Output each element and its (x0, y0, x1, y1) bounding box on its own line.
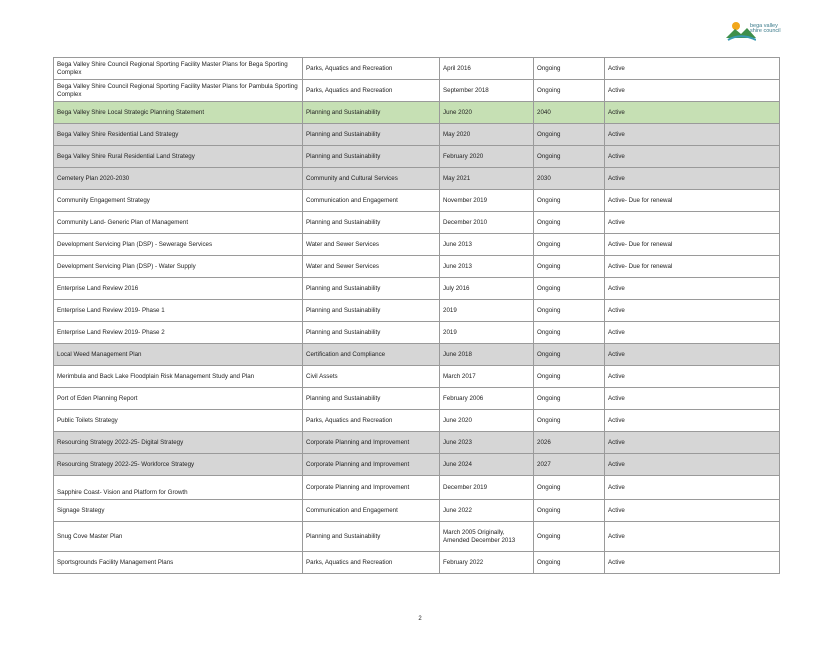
review-date-cell: Ongoing (534, 344, 605, 366)
adopted-date-cell: June 2022 (440, 500, 534, 522)
status-cell: Active- Due for renewal (605, 190, 780, 212)
plan-name-cell: Development Servicing Plan (DSP) - Sewerage Services (54, 234, 303, 256)
review-date-cell: Ongoing (534, 256, 605, 278)
table-row (54, 300, 780, 322)
plan-name-cell: Port of Eden Planning Report (54, 388, 303, 410)
adopted-date-cell: June 2013 (440, 234, 534, 256)
table-row (54, 344, 780, 366)
table-row (54, 80, 780, 102)
status-cell: Active (605, 80, 780, 102)
status-cell: Active (605, 322, 780, 344)
responsible-area-cell: Water and Sewer Services (303, 234, 440, 256)
review-date-cell: Ongoing (534, 212, 605, 234)
review-date-cell: Ongoing (534, 190, 605, 212)
responsible-area-cell: Parks, Aquatics and Recreation (303, 410, 440, 432)
status-cell: Active (605, 454, 780, 476)
plan-name-cell: Local Weed Management Plan (54, 344, 303, 366)
adopted-date-cell: April 2016 (440, 58, 534, 80)
status-cell: Active (605, 124, 780, 146)
plan-name-cell: Sportsgrounds Facility Management Plans (54, 552, 303, 574)
responsible-area-cell: Community and Cultural Services (303, 168, 440, 190)
adopted-date-cell: March 2005 Originally, Amended December 2013 (440, 522, 534, 552)
status-cell: Active (605, 476, 780, 500)
adopted-date-cell: June 2023 (440, 432, 534, 454)
plan-name-cell: Bega Valley Shire Council Regional Sporting Facility Master Plans for Pambula Sporting Complex (54, 80, 303, 102)
responsible-area-cell: Planning and Sustainability (303, 278, 440, 300)
adopted-date-cell: December 2019 (440, 476, 534, 500)
table-row (54, 190, 780, 212)
plan-name-cell: Sapphire Coast- Vision and Platform for Growth (54, 476, 303, 500)
status-cell: Active (605, 366, 780, 388)
responsible-area-cell: Parks, Aquatics and Recreation (303, 58, 440, 80)
status-cell: Active (605, 552, 780, 574)
review-date-cell: 2030 (534, 168, 605, 190)
page-number: 2 (418, 616, 422, 622)
plan-name-cell: Public Toilets Strategy (54, 410, 303, 432)
plan-name-cell: Resourcing Strategy 2022-25- Workforce Strategy (54, 454, 303, 476)
council-logo (726, 20, 792, 42)
adopted-date-cell: June 2013 (440, 256, 534, 278)
table-row (54, 500, 780, 522)
adopted-date-cell: June 2024 (440, 454, 534, 476)
responsible-area-cell: Communication and Engagement (303, 190, 440, 212)
adopted-date-cell: July 2016 (440, 278, 534, 300)
logo-text-line1: bega valley (750, 23, 778, 29)
adopted-date-cell: June 2020 (440, 102, 534, 124)
plan-name-cell: Development Servicing Plan (DSP) - Water Supply (54, 256, 303, 278)
table-row (54, 476, 780, 500)
review-date-cell: 2026 (534, 432, 605, 454)
review-date-cell: Ongoing (534, 58, 605, 80)
status-cell: Active (605, 146, 780, 168)
status-cell: Active (605, 522, 780, 552)
status-cell: Active (605, 58, 780, 80)
review-date-cell: 2027 (534, 454, 605, 476)
table-row (54, 234, 780, 256)
responsible-area-cell: Corporate Planning and Improvement (303, 476, 440, 500)
review-date-cell: Ongoing (534, 146, 605, 168)
adopted-date-cell: May 2021 (440, 168, 534, 190)
adopted-date-cell: 2019 (440, 322, 534, 344)
responsible-area-cell: Corporate Planning and Improvement (303, 454, 440, 476)
review-date-cell: Ongoing (534, 410, 605, 432)
status-cell: Active (605, 278, 780, 300)
plan-name-cell: Resourcing Strategy 2022-25- Digital Strategy (54, 432, 303, 454)
table-row (54, 212, 780, 234)
table-row (54, 432, 780, 454)
adopted-date-cell: 2019 (440, 300, 534, 322)
responsible-area-cell: Planning and Sustainability (303, 300, 440, 322)
plan-name-cell: Bega Valley Shire Council Regional Sporting Facility Master Plans for Bega Sporting Complex (54, 58, 303, 80)
adopted-date-cell: September 2018 (440, 80, 534, 102)
logo-text-line2: shire council (750, 28, 781, 34)
table-row (54, 146, 780, 168)
responsible-area-cell: Planning and Sustainability (303, 522, 440, 552)
status-cell: Active- Due for renewal (605, 256, 780, 278)
plan-name-cell: Bega Valley Shire Local Strategic Planning Statement (54, 102, 303, 124)
review-date-cell: Ongoing (534, 124, 605, 146)
status-cell: Active (605, 212, 780, 234)
responsible-area-cell: Parks, Aquatics and Recreation (303, 80, 440, 102)
status-cell: Active (605, 102, 780, 124)
review-date-cell: Ongoing (534, 522, 605, 552)
review-date-cell: Ongoing (534, 388, 605, 410)
plans-register-table (53, 57, 780, 574)
table-row (54, 168, 780, 190)
responsible-area-cell: Planning and Sustainability (303, 212, 440, 234)
adopted-date-cell: June 2018 (440, 344, 534, 366)
status-cell: Active (605, 432, 780, 454)
status-cell: Active (605, 500, 780, 522)
table-row (54, 278, 780, 300)
adopted-date-cell: March 2017 (440, 366, 534, 388)
review-date-cell: Ongoing (534, 234, 605, 256)
register-table-body (54, 58, 780, 574)
adopted-date-cell: February 2022 (440, 552, 534, 574)
table-row (54, 256, 780, 278)
responsible-area-cell: Corporate Planning and Improvement (303, 432, 440, 454)
responsible-area-cell: Planning and Sustainability (303, 388, 440, 410)
adopted-date-cell: June 2020 (440, 410, 534, 432)
review-date-cell: Ongoing (534, 322, 605, 344)
plan-name-cell: Community Engagement Strategy (54, 190, 303, 212)
responsible-area-cell: Planning and Sustainability (303, 102, 440, 124)
responsible-area-cell: Planning and Sustainability (303, 322, 440, 344)
plan-name-cell: Cemetery Plan 2020-2030 (54, 168, 303, 190)
table-row (54, 388, 780, 410)
table-row (54, 102, 780, 124)
review-date-cell: Ongoing (534, 552, 605, 574)
table-row (54, 410, 780, 432)
table-row (54, 552, 780, 574)
plan-name-cell: Signage Strategy (54, 500, 303, 522)
responsible-area-cell: Parks, Aquatics and Recreation (303, 552, 440, 574)
review-date-cell: 2040 (534, 102, 605, 124)
responsible-area-cell: Planning and Sustainability (303, 124, 440, 146)
adopted-date-cell: May 2020 (440, 124, 534, 146)
review-date-cell: Ongoing (534, 476, 605, 500)
responsible-area-cell: Certification and Compliance (303, 344, 440, 366)
review-date-cell: Ongoing (534, 500, 605, 522)
table-row (54, 366, 780, 388)
status-cell: Active- Due for renewal (605, 234, 780, 256)
plan-name-cell: Community Land- Generic Plan of Management (54, 212, 303, 234)
responsible-area-cell: Civil Assets (303, 366, 440, 388)
review-date-cell: Ongoing (534, 300, 605, 322)
table-row (54, 58, 780, 80)
plan-name-cell: Bega Valley Shire Residential Land Strategy (54, 124, 303, 146)
status-cell: Active (605, 344, 780, 366)
adopted-date-cell: February 2006 (440, 388, 534, 410)
review-date-cell: Ongoing (534, 278, 605, 300)
plan-name-cell: Merimbula and Back Lake Floodplain Risk Management Study and Plan (54, 366, 303, 388)
adopted-date-cell: November 2019 (440, 190, 534, 212)
review-date-cell: Ongoing (534, 366, 605, 388)
status-cell: Active (605, 300, 780, 322)
plan-name-cell: Enterprise Land Review 2016 (54, 278, 303, 300)
table-row (54, 522, 780, 552)
status-cell: Active (605, 388, 780, 410)
plan-name-cell: Snug Cove Master Plan (54, 522, 303, 552)
status-cell: Active (605, 410, 780, 432)
plan-name-cell: Bega Valley Shire Rural Residential Land Strategy (54, 146, 303, 168)
responsible-area-cell: Communication and Engagement (303, 500, 440, 522)
status-cell: Active (605, 168, 780, 190)
responsible-area-cell: Water and Sewer Services (303, 256, 440, 278)
plan-name-cell: Enterprise Land Review 2019- Phase 2 (54, 322, 303, 344)
table-row (54, 454, 780, 476)
plan-name-cell: Enterprise Land Review 2019- Phase 1 (54, 300, 303, 322)
adopted-date-cell: February 2020 (440, 146, 534, 168)
responsible-area-cell: Planning and Sustainability (303, 146, 440, 168)
table-row (54, 124, 780, 146)
review-date-cell: Ongoing (534, 80, 605, 102)
adopted-date-cell: December 2010 (440, 212, 534, 234)
table-row (54, 322, 780, 344)
